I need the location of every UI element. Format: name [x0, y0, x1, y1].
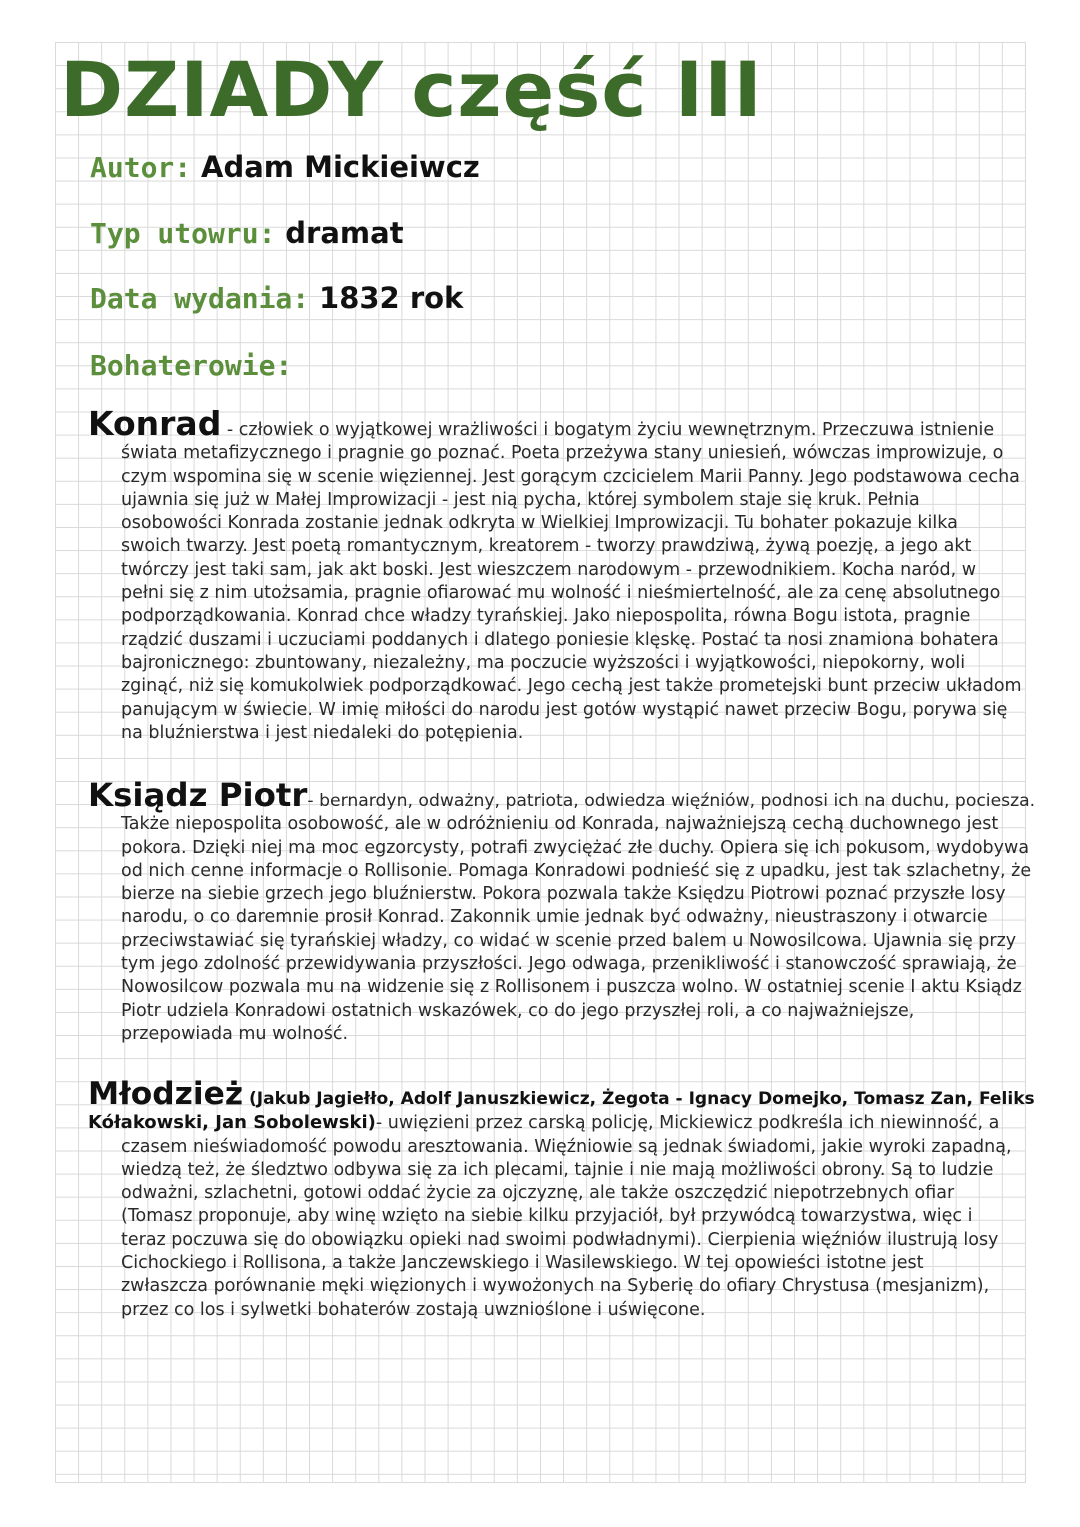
- publication-date-row: [90, 278, 463, 319]
- work-type-label: Typ utowru:: [90, 217, 276, 250]
- text-line: od nich cenne informacje o Rollisonie. Pomaga Konradowi podnieść się z upadku, jest tak szlachetny, że: [121, 860, 1032, 881]
- page-title: DZIADY część III: [60, 45, 763, 134]
- text-line: odważni, szlachetni, gotowi oddać życie za ojczyznę, ale także oszczędzić niepotrzebnych ofiar: [121, 1183, 955, 1204]
- text-line: przeciwstawiać się tyrańskiej władzy, co widać w scenie przed balem u Nowosilcowa. Ujawnia się przy: [121, 930, 1017, 951]
- text-line: wiedzą też, że śledztwo odbywa się za ich plecami, tajnie i nie mają możliwości obrony. Są to ludzie: [121, 1159, 994, 1180]
- text-line: rządzić duszami i uczuciami poddanych i dlatego poniesie klęskę. Postać ta nosi znamiona bohatera: [121, 629, 999, 650]
- piotr-first-line: - bernardyn, odważny, patriota, odwiedza więźniów, podnosi ich na duchu, pociesza.: [307, 791, 1036, 811]
- publication-date-value: 1832 rok: [319, 281, 464, 315]
- mlodziez-first-line: - uwięzieni przez carską policję, Mickiewicz podkreśla ich niewinność, a: [375, 1113, 1000, 1134]
- text-line: pełni się z nim utożsamia, pragnie ofiarować mu wolność i nieśmiertelność, ale za cenę absolutnego: [121, 583, 1001, 604]
- text-line: bajronicznego: zbuntowany, niezależny, ma poczucie wyższości i wyjątkowości, niepokorny, woli: [121, 652, 966, 673]
- text-line: swoich twarzy. Jest poetą romantycznym, kreatorem - tworzy prawdziwą, żywą poezję, a jego akt: [121, 536, 972, 557]
- text-line: pokora. Dzięki niej ma moc egzorcysty, potrafi zwyciężać złe duchy. Opiera się ich pokusom, wydobywa: [121, 837, 1030, 858]
- mlodziez-header-line: [88, 1076, 1035, 1112]
- text-line: ujawnia się już w Małej Improwizacji - jest nią pycha, której symbolem staje się kruk. Pełnia: [121, 489, 920, 510]
- author-label: Autor:: [90, 151, 192, 184]
- text-line: czym wspomina się w scenie więziennej. Jest gorącym czcicielem Marii Panny. Jego podstawowa cecha: [121, 466, 1020, 487]
- text-line: osobowości Konrada zostanie jednak odkryta w Wielkiej Improwizacji. Tu bohater pokazuje kilka: [121, 513, 958, 534]
- characters-heading-row: [90, 345, 292, 386]
- mlodziez-members-cont: Kółakowski, Jan Sobolewski): [88, 1112, 376, 1134]
- text-line: na bluźnierstwa i jest niedaleki do potępienia.: [121, 722, 524, 743]
- konrad-header-line: [88, 404, 1028, 443]
- text-line: Także niepospolita osobowość, ale w odróżnieniu od Konrada, najważniejszą cechą duchownego jest: [121, 814, 999, 835]
- character-mlodziez: [88, 1076, 1035, 1322]
- text-line: podporządkowania. Konrad chce władzy tyrańskiej. Jako niepospolita, równa Bogu istota, pragnie: [121, 606, 971, 627]
- character-name: Konrad: [88, 404, 222, 443]
- text-line: Cichockiego i Rollisona, a także Janczewskiego i Wasilewskiego. W tej opowieści istotne jest: [121, 1253, 924, 1274]
- text-line: przez co los i sylwetki bohaterów zostają uwznioślone i uświęcone.: [121, 1299, 706, 1320]
- character-konrad: [88, 404, 1028, 745]
- text-line: Piotr udziela Konradowi ostatnich wskazówek, co do jego przyszłej roli, a co najważniejsze,: [121, 1000, 915, 1021]
- mlodziez-description: [88, 1136, 1028, 1322]
- text-line: przepowiada mu wolność.: [121, 1023, 349, 1044]
- publication-date-label: Data wydania:: [90, 282, 310, 315]
- text-line: świata metafizycznego i pragnie go poznać. Poeta przeżywa stany uniesień, wówczas improwizuje, o: [121, 443, 1004, 464]
- text-line: czasem nieświadomość powodu aresztowania. Więźniowie są jednak świadomi, jakie wyroki zapadną,: [121, 1136, 1012, 1157]
- piotr-header-line: [88, 776, 1036, 814]
- characters-heading: Bohaterowie:: [90, 349, 293, 382]
- text-line: (Tomasz proponuje, aby winę wzięto na siebie kilku przyjaciół, był przywódcą towarzystwa, więc i: [121, 1206, 973, 1227]
- text-line: panującym w świecie. W imię miłości do narodu jest gotów wystąpić nawet przeciw Bogu, porywa się: [121, 699, 1008, 720]
- character-name: Młodzież: [88, 1076, 244, 1112]
- text-line: tym jego zdolność przewidywania przyszłości. Jego odwaga, przenikliwość i stanowczość sprawiają, że: [121, 954, 1017, 975]
- author-row: [90, 147, 480, 188]
- text-line: narodu, o co daremnie prosił Konrad. Zakonnik umie jednak być odważny, nieustraszony i otwarcie: [121, 907, 988, 928]
- mlodziez-second-line: [88, 1111, 1028, 1135]
- character-ksiadz-piotr: [88, 776, 1036, 1046]
- work-type-row: [90, 213, 404, 254]
- konrad-description: [88, 442, 1028, 745]
- konrad-first-line: - człowiek o wyjątkowej wrażliwości i bogatym życiu wewnętrznym. Przeczuwa istnienie: [221, 420, 995, 440]
- author-value: Adam Mickieiwcz: [201, 150, 480, 184]
- mlodziez-members: (Jakub Jagiełło, Adolf Januszkiewicz, Żegota - Ignacy Domejko, Tomasz Zan, Feliks: [243, 1089, 1035, 1109]
- text-line: teraz poczuwa się do obowiązku opieki nad swoimi podwładnymi). Cierpienia więźniów ilustrują losy: [121, 1229, 999, 1250]
- text-line: twórczy jest taki sam, jak akt boski. Jest wieszczem narodowym - przewodnikiem. Kocha naród, w: [121, 559, 977, 580]
- work-type-value: dramat: [285, 216, 404, 250]
- text-line: Nowosilcow pozwala mu na widzenie się z Rollisonem i puszcza wolno. W ostatniej scenie I aktu Ksiądz: [121, 977, 1022, 998]
- piotr-description: [88, 813, 1032, 1046]
- character-name: Ksiądz Piotr: [88, 776, 308, 814]
- text-line: bierze na siebie grzech jego bluźnierstw. Pokora pozwala także Księdzu Piotrowi poznać przyszłe losy: [121, 884, 1006, 905]
- text-line: zginąć, niż się komukolwiek podporządkować. Jego cechą jest także prometejski bunt przeciw układom: [121, 676, 1022, 697]
- text-line: zwłaszcza porównanie męki więzionych i wywożonych na Syberię do ofiary Chrystusa (mesjanizm),: [121, 1276, 990, 1297]
